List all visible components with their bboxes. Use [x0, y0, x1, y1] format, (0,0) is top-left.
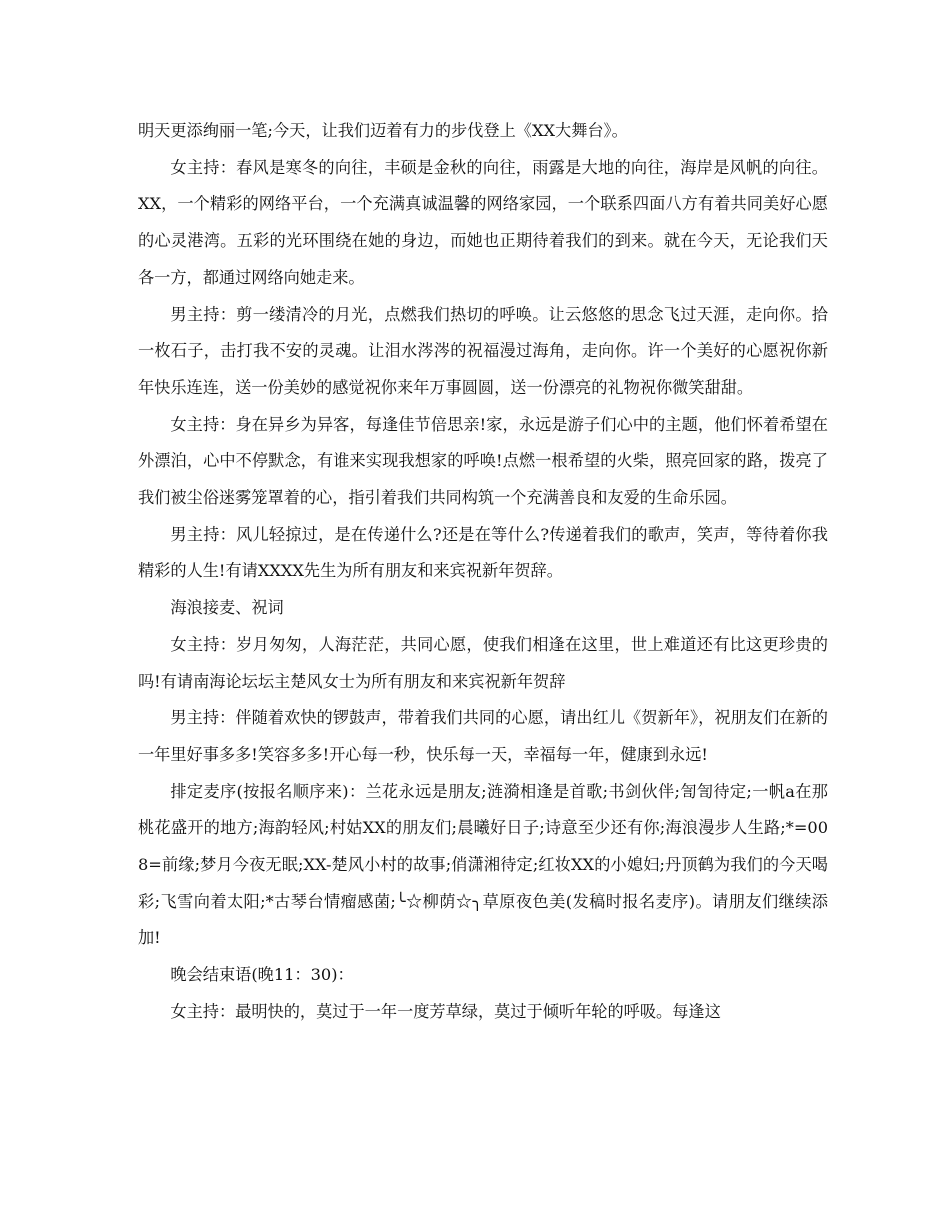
- paragraph-closing-heading: 晚会结束语(晚11：30)：: [170, 965, 354, 985]
- paragraph-female-host-4: 女主持：最明快的，莫过于一年一度芳草绿，莫过于倾听年轮的呼吸。每逢这: [170, 1001, 721, 1021]
- paragraph-female-host-2: 女主持：身在异乡为异客，每逢佳节倍思亲!家，永远是游子们心中的主题，他们怀着希望在外漂泊，心中不停默念，有谁来实现我想家的呼唤!点燃一根希望的火柴，照亮回家的路，拨亮了我们被尘俗迷雾笼罩着的心，指引着我们共同构筑一个充满善良和友爱的生命乐园。: [138, 414, 828, 508]
- paragraph-continuation: 明天更添绚丽一笔;今天，让我们迈着有力的步伐登上《XX大舞台》。: [138, 121, 628, 140]
- paragraph-section-note: 海浪接麦、祝词: [170, 598, 284, 618]
- paragraph-male-host-2: 男主持：风儿轻掠过，是在传递什么?还是在等什么?传递着我们的歌声，笑声，等待着你我精彩的人生!有请XXXX先生为所有朋友和来宾祝新年贺辞。: [138, 524, 828, 581]
- paragraph-female-host-3: 女主持：岁月匆匆，人海茫茫，共同心愿，使我们相逢在这里，世上难道还有比这更珍贵的吗!有请南海论坛坛主楚风女士为所有朋友和来宾祝新年贺辞: [138, 634, 828, 691]
- paragraph-male-host-1: 男主持：剪一缕清冷的月光，点燃我们热切的呼唤。让云悠悠的思念飞过天涯，走向你。拾一枚石子，击打我不安的灵魂。让泪水涔涔的祝福漫过海角，走向你。许一个美好的心愿祝你新年快乐连连，送一份美妙的感觉祝你来年万事圆圆，送一份漂亮的礼物祝你微笑甜甜。: [138, 304, 828, 397]
- paragraph-mic-order: 排定麦序(按报名顺序来)：兰花永远是朋友;涟漪相逢是首歌;书剑伙伴;訇訇待定;一帆a在那桃花盛开的地方;海韵轻风;村姑XX的朋友们;晨曦好日子;诗意至少还有你;海浪漫步人生路;*=008=前缘;梦月今夜无眠;XX-楚风小村的故事;俏潇湘待定;红妆XX的小媳妇;丹顶鹤为我们的今天喝彩;飞雪向着太阳;*古琴台情瘤感菌;╰☆柳荫☆╮草原夜色美(发稿时报名麦序)。请朋友们继续添加!: [138, 781, 828, 948]
- paragraph-male-host-3: 男主持：伴随着欢快的锣鼓声，带着我们共同的心愿，请出红儿《贺新年》，祝朋友们在新的一年里好事多多!笑容多多!开心每一秒，快乐每一天，幸福每一年，健康到永远!: [138, 708, 828, 764]
- paragraph-female-host-1: 女主持：春风是寒冬的向往，丰硕是金秋的向往，雨露是大地的向往，海岸是风帆的向往。XX，一个精彩的网络平台，一个充满真诚温馨的网络家园，一个联系四面八方有着共同美好心愿的心灵港湾。五彩的光环围绕在她的身边，而她也正期待着我们的到来。就在今天，无论我们天各一方，都通过网络向她走来。: [138, 157, 828, 287]
- document-body: [138, 113, 828, 1031]
